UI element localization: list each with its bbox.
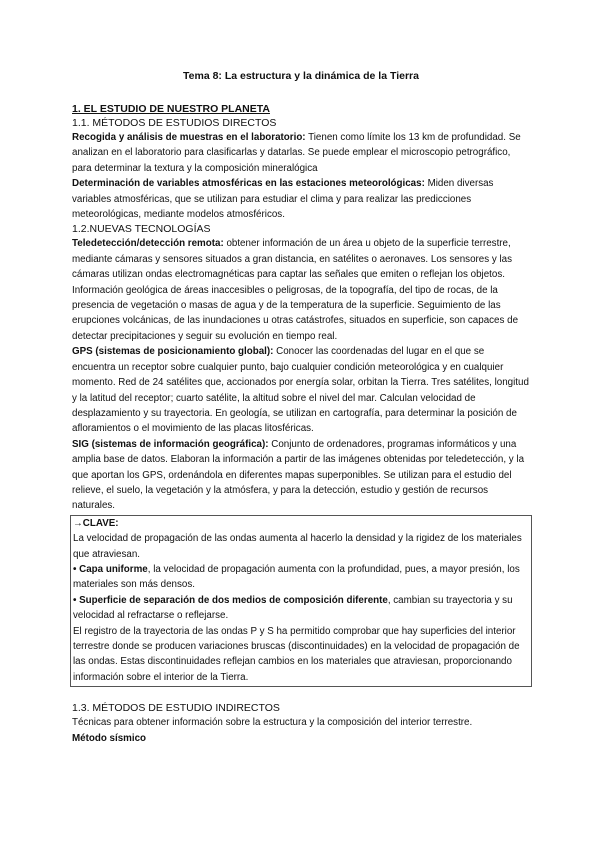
spacer: [72, 687, 530, 701]
paragraph-sig: [72, 437, 530, 514]
text-sig: Conjunto de ordenadores, programas informáticos y una amplia base de datos. Elaboran la información a partir de las imágenes obtenidas por teledetección, y la que aportan los GPS, ordenándola en diferentes mapas superponibles. Se utilizan para el estudio del relieve, el suelo, la vegetación y la atmósfera, y para la detección, estudio y gestión de recursos naturales.: [72, 438, 525, 512]
text-remote-sensing: obtener información de un área u objeto de la superficie terrestre, mediante cámaras y sensores situados a gran distancia, en satélites o aeronaves. Los sensores y las cámaras utilizan ondas electromagnéticas para captar las señales que emiten o reflejan los objetos. Información geológica de áreas inaccesibles o peligrosas, de la topografía, del tipo de rocas, de la presencia de vegetación o masas de agua y de la temperatura de la superficie. Seguimiento de las erupciones volcánicas, de las inundaciones u otras catástrofes, situados en superficie, son capaces de detectar precipitaciones y seguir su evolución en tiempo real.: [72, 238, 519, 342]
text-atmosphere: Miden diversas variables atmosféricas, que se utilizan para estudiar el clima y para realizar las predicciones meteorológicas, mediante modelos atmosféricos.: [72, 178, 494, 221]
text-samples: Tienen como límite los 13 km de profundidad. Se analizan en el laboratorio para clasificarlas y datarlas. Se puede emplear el microscopio petrográfico, para determinar la textura y la composición mineralógica: [72, 132, 521, 174]
term-samples: Recogida y análisis de muestras en el laboratorio:: [72, 132, 306, 143]
term-atmosphere: Determinación de variables atmosféricas en las estaciones meteorológicas:: [72, 178, 425, 190]
text-gps: Conocer las coordenadas del lugar en el que se encuentra un receptor sobre cualquier punto, bajo cualquier condición meteorológica y en cualquier momento. Red de 24 satélites que, accionados por energía solar, orbitan la Tierra. Tres satélites, longitud y la latitud del receptor; cuarto satélite, la altitud sobre el nivel del mar. Calculan velocidad de desplazamiento y su trayectoria. En geología, se utilizan en cartografía, para determinar la posición de afloramientos o el movimiento de las placas litosféricas.: [72, 346, 529, 435]
term-surface: • Superficie de separación de dos medios de composición diferente: [73, 594, 388, 606]
term-uniform: • Capa uniforme: [73, 563, 148, 575]
subsection-heading-tech: 1.2.NUEVAS TECNOLOGÍAS: [72, 223, 211, 236]
paragraph-gps: [72, 344, 530, 436]
paragraph-samples: [72, 130, 530, 176]
section-heading: 1. EL ESTUDIO DE NUESTRO PLANETA: [72, 103, 270, 115]
text-surface: , cambian su trayectoria y su velocidad al refractarse o reflejarse.: [73, 594, 513, 622]
document-title: Tema 8: La estructura y la dinámica de la Tierra: [183, 70, 419, 82]
key-box: [70, 515, 532, 687]
key-paragraph-1: La velocidad de propagación de las ondas aumenta al hacerlo la densidad y la rigidez de los materiales que atraviesan.: [73, 533, 522, 560]
paragraph-atmosphere: [72, 176, 530, 222]
document-page: [72, 70, 530, 746]
subsection-heading-indirect: 1.3. MÉTODOS DE ESTUDIO INDIRECTOS: [72, 702, 280, 715]
term-sig: SIG (sistemas de información geográfica):: [72, 438, 269, 450]
subsection-heading-direct: 1.1. MÉTODOS DE ESTUDIOS DIRECTOS: [72, 117, 277, 129]
text-uniform: , la velocidad de propagación aumenta con la profundidad, pues, a mayor presión, los materiales son más densos.: [73, 563, 520, 591]
term-remote-sensing: Teledetección/detección remota:: [72, 238, 224, 250]
term-gps: GPS (sistemas de posicionamiento global):: [72, 346, 274, 358]
paragraph-indirect: Técnicas para obtener información sobre la estructura y la composición del interior terrestre.: [72, 717, 473, 729]
key-heading: →CLAVE:: [73, 517, 119, 529]
term-seismic-method: Método sísmico: [72, 732, 147, 744]
key-bullet-surface: [73, 593, 529, 624]
key-paragraph-2: El registro de la trayectoria de las ondas P y S ha permitido comprobar que hay superficies del interior terrestre donde se producen variaciones bruscas (discontinuidades) en la velocidad de propagación de las ondas. Estas discontinuidades reflejan cambios en los materiales que atraviesan, proporcionando información sobre el interior de la Tierra.: [73, 625, 520, 683]
key-bullet-uniform: [73, 562, 529, 593]
paragraph-remote-sensing: [72, 236, 530, 344]
